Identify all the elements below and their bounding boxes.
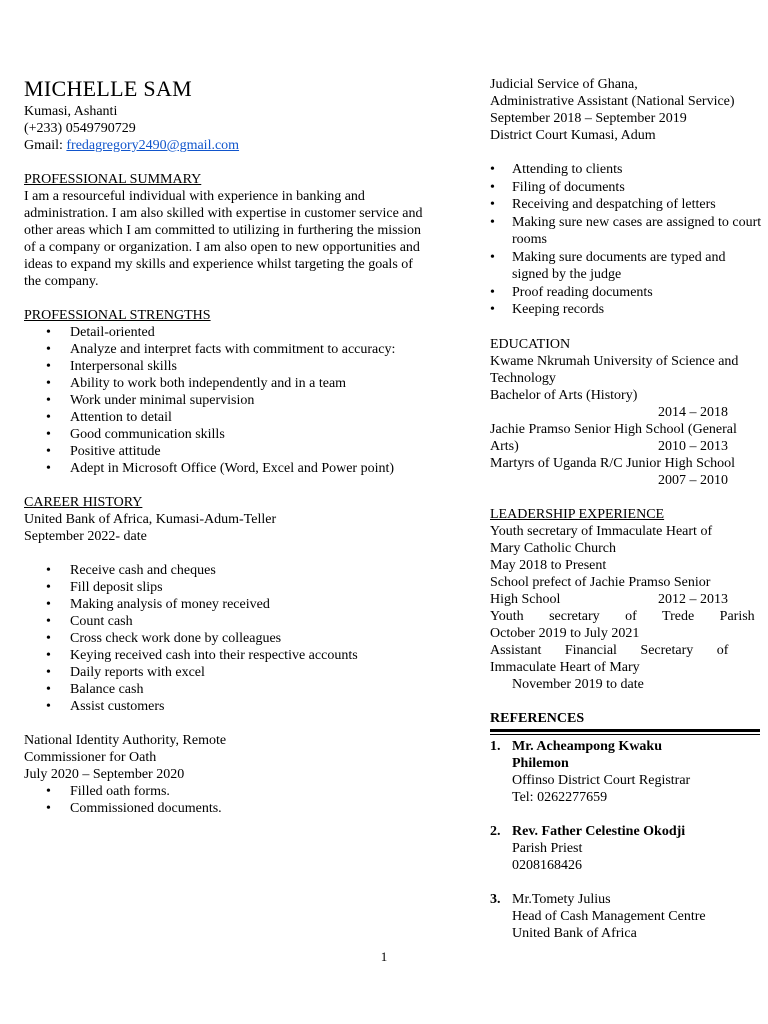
list-item: • Assist customers xyxy=(46,699,165,714)
summary-line: other areas which I am committed to utilizing in furthering the mission xyxy=(24,223,421,238)
reference-item xyxy=(490,738,762,806)
bullet-icon: • xyxy=(490,162,495,177)
bullet-icon: • xyxy=(46,325,51,340)
list-item: • Adept in Microsoft Office (Word, Excel and Power point) xyxy=(46,461,395,476)
job-duties-list xyxy=(24,562,466,715)
leadership-line: Youth secretary of Immaculate Heart of xyxy=(490,523,713,539)
leadership-dates: 2012 – 2013 xyxy=(658,591,728,607)
education-shs-row xyxy=(490,438,762,455)
list-item: • Proof reading documents xyxy=(490,284,653,300)
list-item: • Cross check work done by colleagues xyxy=(46,631,282,646)
list-item: • Work under minimal supervision xyxy=(46,393,255,408)
reference-name: Rev. Father Celestine Okodji xyxy=(512,823,686,839)
references-list xyxy=(490,738,762,942)
job-duties-list xyxy=(490,161,762,319)
summary-line: administration. I am also skilled with expertise in customer service and xyxy=(24,206,423,221)
bullet-icon: • xyxy=(46,393,51,408)
reference-title: Head of Cash Management Centre xyxy=(512,908,706,924)
phone: (+233) 0549790729 xyxy=(24,121,136,136)
bullet-icon: • xyxy=(46,665,51,680)
reference-phone: Tel: 0262277659 xyxy=(512,789,608,805)
list-item: • Making sure documents are typed and signed by the judge xyxy=(490,249,726,282)
summary-line: ideas to expand my skills and experience whilst targeting the goals of xyxy=(24,257,413,272)
education-heading: EDUCATION xyxy=(490,336,571,352)
job-dates: September 2018 – September 2019 xyxy=(490,111,687,126)
job-employer: Judicial Service of Ghana, xyxy=(490,77,638,92)
bullet-icon: • xyxy=(46,614,51,629)
right-column xyxy=(490,76,762,942)
bullet-icon: • xyxy=(46,376,51,391)
summary-heading: PROFESSIONAL SUMMARY xyxy=(24,172,202,187)
list-item: • Analyze and interpret facts with commitment to accuracy: xyxy=(46,342,396,357)
list-item: • Receive cash and cheques xyxy=(46,563,216,578)
email-link[interactable]: fredagregory2490@gmail.com xyxy=(66,138,240,153)
bullet-icon: • xyxy=(46,427,51,442)
reference-number: 2. xyxy=(490,823,501,839)
job-dates: September 2022- date xyxy=(24,529,147,544)
bullet-icon: • xyxy=(46,784,51,799)
bullet-icon: • xyxy=(46,699,51,714)
list-item: • Good communication skills xyxy=(46,427,225,442)
bullet-icon: • xyxy=(46,648,51,663)
list-item: • Attention to detail xyxy=(46,410,172,425)
job-dates: July 2020 – September 2020 xyxy=(24,767,185,782)
leadership-line: Assistant Financial Secretary of xyxy=(490,642,729,658)
reference-name: Mr.Tomety Julius xyxy=(512,891,611,907)
job-place: District Court Kumasi, Adum xyxy=(490,128,656,143)
bullet-icon: • xyxy=(46,597,51,612)
list-item: • Keeping records xyxy=(490,302,605,317)
page-number: 1 xyxy=(380,949,388,964)
bullet-icon: • xyxy=(490,197,495,212)
list-item: • Positive attitude xyxy=(46,444,161,459)
summary-line: the company. xyxy=(24,274,99,289)
leadership-heading: LEADERSHIP EXPERIENCE xyxy=(490,506,665,522)
job-employer: National Identity Authority, Remote xyxy=(24,733,227,748)
reference-item xyxy=(490,891,762,942)
divider xyxy=(490,729,760,735)
summary-line: I am a resourceful individual with experience in banking and xyxy=(24,189,365,204)
summary-line: of a company or organization. I am also open to new opportunities and xyxy=(24,240,420,255)
list-item: • Commissioned documents. xyxy=(46,801,222,816)
leadership-line: November 2019 to date xyxy=(512,676,644,692)
bullet-icon: • xyxy=(46,444,51,459)
job-role: Administrative Assistant (National Service) xyxy=(490,94,735,109)
bullet-icon: • xyxy=(46,342,51,357)
list-item: • Receiving and despatching of letters xyxy=(490,197,716,212)
list-item: • Ability to work both independently and in a team xyxy=(46,376,347,391)
leadership-line: Mary Catholic Church xyxy=(490,540,616,556)
job-role: Commissioner for Oath xyxy=(24,750,157,765)
list-item: • Fill deposit slips xyxy=(46,580,163,595)
bullet-icon: • xyxy=(46,359,51,374)
candidate-name: MICHELLE SAM xyxy=(24,76,192,101)
strengths-list xyxy=(24,324,466,477)
education-shs: Jachie Pramso Senior High School (General xyxy=(490,421,737,437)
reference-number: 1. xyxy=(490,738,501,754)
bullet-icon: • xyxy=(46,580,51,595)
email-line xyxy=(24,137,466,154)
leadership-line: Immaculate Heart of Mary xyxy=(490,659,640,675)
bullet-icon: • xyxy=(46,801,51,816)
left-column xyxy=(24,76,466,817)
bullet-icon: • xyxy=(46,563,51,578)
list-item: • Count cash xyxy=(46,614,133,629)
leadership-row xyxy=(490,591,762,608)
list-item: • Filing of documents xyxy=(490,179,625,195)
reference-item xyxy=(490,823,762,874)
list-item: • Filled oath forms. xyxy=(46,784,170,799)
leadership-line: May 2018 to Present xyxy=(490,557,607,573)
list-item: • Keying received cash into their respective accounts xyxy=(46,648,358,663)
list-item: • Attending to clients xyxy=(490,162,623,177)
leadership-line: Youth secretary of Trede Parish xyxy=(490,608,755,624)
education-dates: 2014 – 2018 xyxy=(658,404,728,420)
list-item: • Detail-oriented xyxy=(46,325,155,340)
education-university: Kwame Nkrumah University of Science and xyxy=(490,353,739,369)
leadership-line: October 2019 to July 2021 xyxy=(490,625,640,641)
bullet-icon: • xyxy=(490,249,495,265)
reference-title: Offinso District Court Registrar xyxy=(512,772,691,788)
bullet-icon: • xyxy=(46,631,51,646)
education-degree: Bachelor of Arts (History) xyxy=(490,387,638,403)
email-label: Gmail: xyxy=(24,138,67,153)
leadership-line: High School xyxy=(490,591,561,607)
job-duties-list xyxy=(24,783,466,817)
references-heading: REFERENCES xyxy=(490,710,585,726)
bullet-icon: • xyxy=(490,284,495,300)
bullet-icon: • xyxy=(46,410,51,425)
list-item: • Making analysis of money received xyxy=(46,597,270,612)
bullet-icon: • xyxy=(46,461,51,476)
reference-title: Parish Priest xyxy=(512,840,583,856)
strengths-heading: PROFESSIONAL STRENGTHS xyxy=(24,308,211,323)
bullet-icon: • xyxy=(490,214,495,230)
list-item: • Making sure new cases are assigned to court rooms xyxy=(490,214,762,247)
job-employer: United Bank of Africa, Kumasi-Adum-Teller xyxy=(24,512,277,527)
list-item: • Balance cash xyxy=(46,682,144,697)
bullet-icon: • xyxy=(490,179,495,195)
leadership-line: School prefect of Jachie Pramso Senior xyxy=(490,574,711,590)
reference-number: 3. xyxy=(490,891,501,907)
bullet-icon: • xyxy=(490,302,495,317)
location: Kumasi, Ashanti xyxy=(24,104,118,119)
bullet-icon: • xyxy=(46,682,51,697)
list-item: • Daily reports with excel xyxy=(46,665,205,680)
education-shs: Arts) xyxy=(490,438,519,454)
reference-phone: 0208168426 xyxy=(512,857,582,873)
list-item: • Interpersonal skills xyxy=(46,359,177,374)
reference-name: Philemon xyxy=(512,755,569,771)
reference-name: Mr. Acheampong Kwaku xyxy=(512,738,663,754)
education-university: Technology xyxy=(490,370,556,386)
education-dates: 2007 – 2010 xyxy=(658,472,728,488)
education-jhs: Martyrs of Uganda R/C Junior High School xyxy=(490,455,735,471)
career-heading: CAREER HISTORY xyxy=(24,495,143,510)
reference-org: United Bank of Africa xyxy=(512,925,637,941)
education-dates: 2010 – 2013 xyxy=(658,438,728,454)
